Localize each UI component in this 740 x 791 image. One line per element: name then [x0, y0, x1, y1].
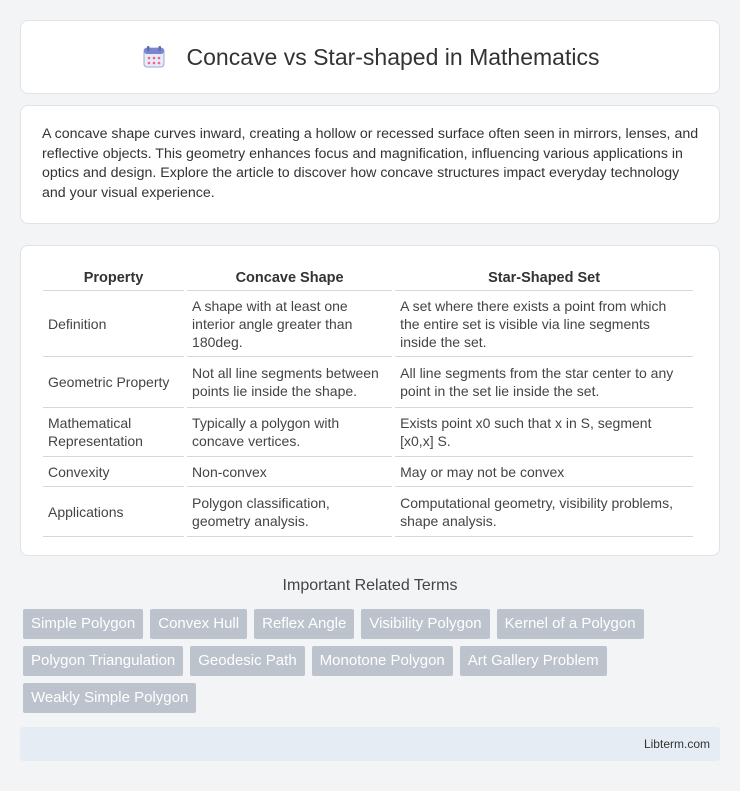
table-row — [43, 357, 693, 408]
table-cell: A shape with at least one interior angle greater than 180deg. — [187, 291, 392, 357]
table-cell: Definition — [43, 291, 184, 357]
table-row — [43, 457, 693, 487]
table-cell: Non-convex — [187, 457, 392, 487]
header-star-shaped: Star-Shaped Set — [395, 263, 693, 291]
header-property: Property — [43, 263, 184, 291]
tag-polygon-triangulation[interactable]: Polygon Triangulation — [23, 646, 183, 676]
footer — [20, 727, 720, 761]
table-cell: Typically a polygon with concave vertices. — [187, 408, 392, 457]
calendar-icon — [141, 44, 167, 70]
table-cell: Convexity — [43, 457, 184, 487]
footer-site-link[interactable]: Libterm.com — [643, 737, 710, 751]
comparison-table-card — [20, 245, 720, 556]
table-cell: Computational geometry, visibility problems, shape analysis. — [395, 487, 693, 537]
table-header-row — [43, 263, 693, 291]
tag-kernel-of-a-polygon[interactable]: Kernel of a Polygon — [497, 609, 644, 639]
header-card — [20, 20, 720, 94]
tag-reflex-angle[interactable]: Reflex Angle — [254, 609, 354, 639]
table-cell: Applications — [43, 487, 184, 537]
tag-convex-hull[interactable]: Convex Hull — [150, 609, 247, 639]
comparison-table — [40, 263, 696, 537]
table-cell: A set where there exists a point from which the entire set is visible via line segments inside the set. — [395, 291, 693, 357]
table-cell: Polygon classification, geometry analysis. — [187, 487, 392, 537]
header-concave: Concave Shape — [187, 263, 392, 291]
tag-visibility-polygon[interactable]: Visibility Polygon — [361, 609, 489, 639]
related-terms-title: Important Related Terms — [282, 577, 458, 594]
tag-art-gallery-problem[interactable]: Art Gallery Problem — [460, 646, 607, 676]
tag-weakly-simple-polygon[interactable]: Weakly Simple Polygon — [23, 683, 196, 713]
table-cell: All line segments from the star center to any point in the set lie inside the set. — [395, 357, 693, 408]
tag-geodesic-path[interactable]: Geodesic Path — [190, 646, 304, 676]
table-row — [43, 487, 693, 537]
table-cell: Mathematical Representation — [43, 408, 184, 457]
intro-text: A concave shape curves inward, creating a hollow or recessed surface often seen in mirrors, lenses, and reflective objects. This geometry enhances focus and magnification, influencing various applications in optics and design. Explore the article to discover how concave structures impact everyday technology and your visual experience. — [42, 126, 699, 201]
related-terms-list — [23, 609, 723, 713]
page-title: Concave vs Star-shaped in Mathematics — [186, 43, 600, 70]
table-row — [43, 291, 693, 357]
intro-card — [20, 105, 720, 224]
tag-monotone-polygon[interactable]: Monotone Polygon — [312, 646, 453, 676]
tag-simple-polygon[interactable]: Simple Polygon — [23, 609, 143, 639]
table-cell: Not all line segments between points lie inside the shape. — [187, 357, 392, 408]
table-cell: May or may not be convex — [395, 457, 693, 487]
table-cell: Geometric Property — [43, 357, 184, 408]
table-cell: Exists point x0 such that x in S, segment [x0,x] S. — [395, 408, 693, 457]
table-row — [43, 408, 693, 457]
